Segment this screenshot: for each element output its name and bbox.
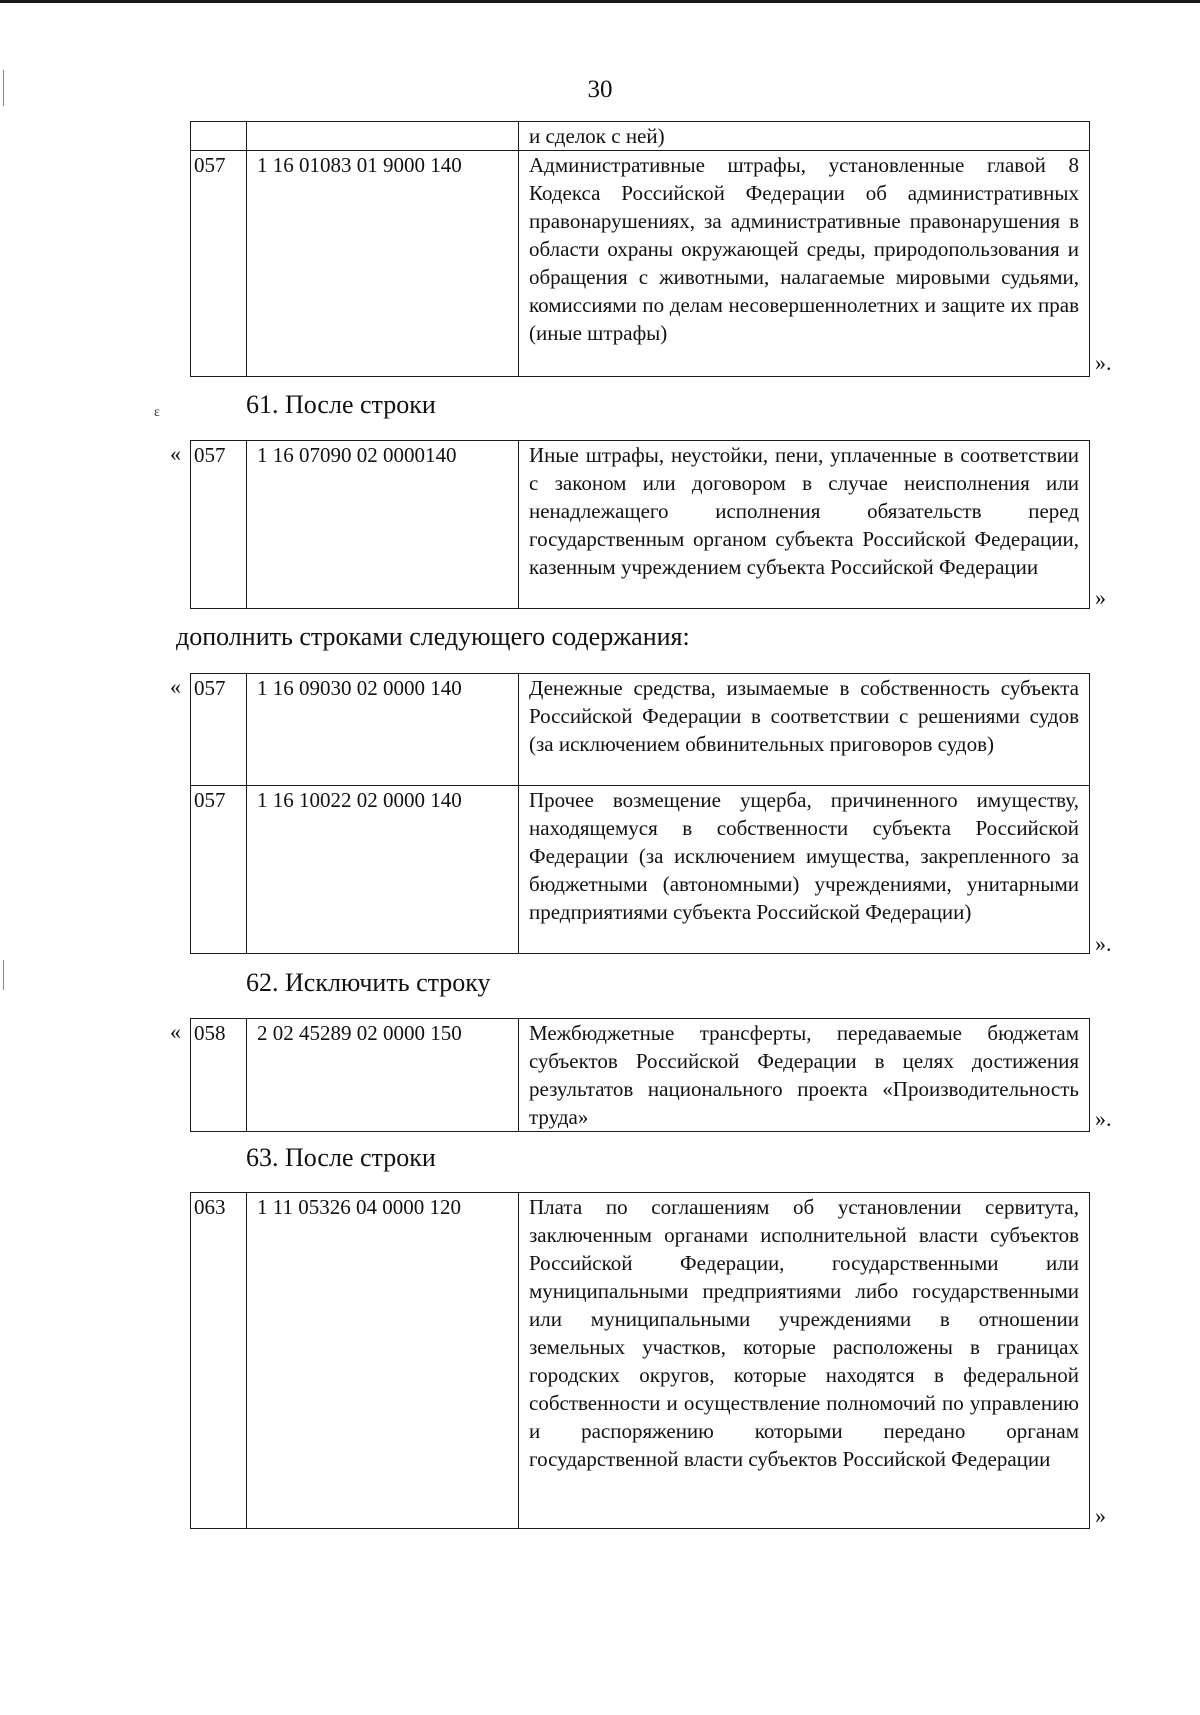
table-after-row-61 xyxy=(190,440,1090,609)
supplement-instruction: дополнить строками следующего содержания: xyxy=(176,622,690,651)
table-cell-description: Плата по соглашениям об установлении сервитута, заключенным органами исполнительной власти субъектов Российской Федерации, государственными или муниципальными предприятиями либо государственными или муниципальными учреждениями в отношении земельных участков, которые расположены в границах городских округов, которые находятся в федеральной собственности и осуществление полномочий по управлению и распоряжению которыми передано органам государственной власти субъектов Российской Федерации xyxy=(519,1193,1090,1529)
closing-quote: » xyxy=(1095,1503,1106,1528)
table-row xyxy=(191,786,1090,954)
table-row xyxy=(191,151,1090,377)
table-row xyxy=(191,1193,1090,1529)
scan-top-border xyxy=(0,0,1200,3)
opening-quote: « xyxy=(170,441,181,466)
closing-quote: ». xyxy=(1095,350,1112,375)
table-cell-kbk xyxy=(247,122,519,151)
closing-quote: ». xyxy=(1095,931,1112,956)
section-heading-61: 61. После строки xyxy=(246,390,436,419)
table-cell-description: и сделок с ней) xyxy=(519,122,1090,151)
table-cell-code xyxy=(191,122,247,151)
table-cell-kbk: 1 11 05326 04 0000 120 xyxy=(247,1193,519,1529)
section-heading-62: 62. Исключить строку xyxy=(246,968,491,997)
table-row xyxy=(191,1019,1090,1132)
table-cell-description: Иные штрафы, неустойки, пени, уплаченные в соответствии с законом или договором в случае неисполнения или ненадлежащего исполнения обязательств перед государственным органом субъекта Российской Федерации, казенным учреждением субъекта Российской Федерации xyxy=(519,441,1090,609)
table-continuation xyxy=(190,121,1090,377)
table-cell-kbk: 1 16 07090 02 0000140 xyxy=(247,441,519,609)
table-cell-description: Прочее возмещение ущерба, причиненного имуществу, находящемуся в собственности субъекта Российской Федерации (за исключением имущества, закрепленного за бюджетными (автономными) учреждениями, унитарными предприятиями субъекта Российской Федерации) xyxy=(519,786,1090,954)
table-cell-code: 057 xyxy=(191,786,247,954)
closing-quote: » xyxy=(1095,585,1106,610)
page-number: 30 xyxy=(587,76,613,103)
table-row xyxy=(191,441,1090,609)
stray-mark: ɛ xyxy=(154,405,160,420)
opening-quote: « xyxy=(170,1019,181,1044)
table-cell-code: 057 xyxy=(191,151,247,377)
table-cell-code: 063 xyxy=(191,1193,247,1529)
table-cell-code: 058 xyxy=(191,1019,247,1132)
table-cell-code: 057 xyxy=(191,674,247,786)
table-cell-kbk: 1 16 10022 02 0000 140 xyxy=(247,786,519,954)
scan-margin-mark xyxy=(3,960,4,990)
table-cell-description: Межбюджетные трансферты, передаваемые бюджетам субъектов Российской Федерации в целях достижения результатов национального проекта «Производительность труда» xyxy=(519,1019,1090,1132)
table-cell-description: Денежные средства, изымаемые в собственность субъекта Российской Федерации в соответствии с решениями судов (за исключением обвинительных приговоров судов) xyxy=(519,674,1090,786)
table-cell-description: Административные штрафы, установленные главой 8 Кодекса Российской Федерации об административных правонарушениях, за административные правонарушения в области охраны окружающей среды, природопользования и обращения с животными, налагаемые мировыми судьями, комиссиями по делам несовершеннолетних и защите их прав (иные штрафы) xyxy=(519,151,1090,377)
table-cell-kbk: 2 02 45289 02 0000 150 xyxy=(247,1019,519,1132)
table-after-row-63 xyxy=(190,1192,1090,1529)
table-cell-code: 057 xyxy=(191,441,247,609)
opening-quote: « xyxy=(170,674,181,699)
table-new-rows xyxy=(190,673,1090,954)
table-row xyxy=(191,122,1090,151)
table-cell-kbk: 1 16 09030 02 0000 140 xyxy=(247,674,519,786)
closing-quote: ». xyxy=(1095,1106,1112,1131)
section-heading-63: 63. После строки xyxy=(246,1143,436,1172)
table-excluded-row xyxy=(190,1018,1090,1132)
table-row xyxy=(191,674,1090,786)
table-cell-kbk: 1 16 01083 01 9000 140 xyxy=(247,151,519,377)
